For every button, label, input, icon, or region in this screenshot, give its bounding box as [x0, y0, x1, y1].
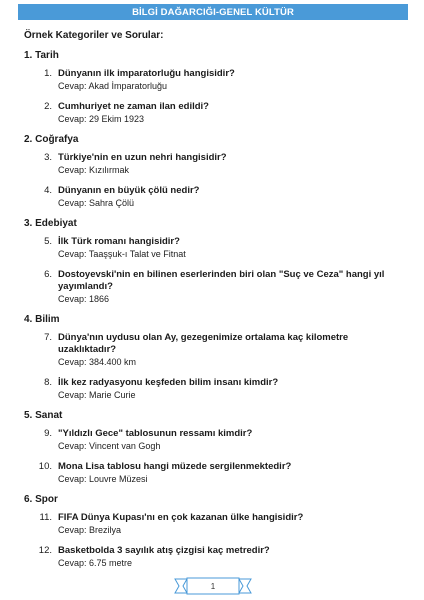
question-body: [58, 332, 404, 368]
section: [24, 134, 404, 209]
header-bar: [18, 4, 408, 20]
question-text: Dünya'nın uydusu olan Ay, gezegenimize ortalama kaç kilometre uzaklıktadır?: [58, 332, 349, 355]
section: [24, 218, 404, 305]
question-text: İlk Türk romanı hangisidir?: [58, 236, 180, 247]
question-text: Dünyanın en büyük çölü nedir?: [58, 185, 200, 196]
question-item: [32, 101, 404, 125]
question-number: 9.: [44, 428, 52, 439]
question-body: [58, 236, 404, 260]
question-number: 10.: [38, 461, 52, 472]
question-body: [58, 512, 404, 536]
question-body: [58, 428, 404, 452]
document-content: [24, 30, 404, 578]
question-body: [58, 269, 404, 305]
question-number: 3.: [44, 152, 52, 163]
question-number: 8.: [44, 377, 52, 388]
section: [24, 50, 404, 125]
section-title: 1. Tarih: [24, 50, 59, 61]
answer-text: Cevap: Louvre Müzesi: [58, 474, 148, 484]
question-body: [58, 545, 404, 569]
answer-text: Cevap: Marie Curie: [58, 390, 136, 400]
answer-text: Cevap: Sahra Çölü: [58, 198, 135, 208]
question-number: 6.: [44, 269, 52, 280]
section-title: 2. Coğrafya: [24, 134, 79, 145]
section: [24, 410, 404, 485]
question-item: [32, 152, 404, 176]
question-item: [32, 68, 404, 92]
question-text: Basketbolda 3 sayılık atış çizgisi kaç metredir?: [58, 545, 270, 556]
question-text: Dostoyevski'nin en bilinen eserlerinden biri olan "Suç ve Ceza" hangi yıl yayımlandı?: [58, 269, 385, 292]
answer-text: Cevap: Kızılırmak: [58, 165, 130, 175]
question-body: [58, 101, 404, 125]
question-text: Dünyanın ilk imparatorluğu hangisidir?: [58, 68, 235, 79]
answer-text: Cevap: Brezilya: [58, 525, 122, 535]
question-text: Cumhuriyet ne zaman ilan edildi?: [58, 101, 209, 112]
sections-list: [24, 50, 404, 569]
section-title: 4. Bilim: [24, 314, 60, 325]
section-title: 5. Sanat: [24, 410, 63, 421]
answer-text: Cevap: Akad İmparatorluğu: [58, 81, 168, 91]
question-text: Türkiye'nin en uzun nehri hangisidir?: [58, 152, 227, 163]
question-text: FIFA Dünya Kupası'nı en çok kazanan ülke hangisidir?: [58, 512, 304, 523]
page-number: 1: [210, 581, 216, 591]
question-number: 7.: [44, 332, 52, 343]
answer-text: Cevap: 384.400 km: [58, 357, 137, 367]
question-text: İlk kez radyasyonu keşfeden bilim insanı kimdir?: [58, 377, 279, 388]
answer-text: Cevap: 6.75 metre: [58, 558, 133, 568]
question-item: [32, 512, 404, 536]
question-item: [32, 545, 404, 569]
question-body: [58, 68, 404, 92]
header-title: BİLGİ DAĞARCIĞI-GENEL KÜLTÜR: [132, 6, 294, 18]
section: [24, 494, 404, 569]
question-text: Mona Lisa tablosu hangi müzede sergilenmektedir?: [58, 461, 292, 472]
question-number: 1.: [44, 68, 52, 79]
intro-heading: Örnek Kategoriler ve Sorular:: [24, 30, 164, 41]
answer-text: Cevap: Taaşşuk-ı Talat ve Fitnat: [58, 249, 186, 259]
page-number-ribbon: [173, 577, 253, 595]
section: [24, 314, 404, 401]
question-number: 5.: [44, 236, 52, 247]
question-number: 12.: [38, 545, 52, 556]
question-body: [58, 377, 404, 401]
question-body: [58, 461, 404, 485]
question-number: 11.: [39, 512, 52, 523]
section-title: 6. Spor: [24, 494, 58, 505]
question-item: [32, 428, 404, 452]
question-item: [32, 185, 404, 209]
question-body: [58, 185, 404, 209]
question-item: [32, 377, 404, 401]
question-number: 2.: [44, 101, 52, 112]
question-item: [32, 332, 404, 368]
question-item: [32, 461, 404, 485]
question-number: 4.: [44, 185, 52, 196]
question-item: [32, 236, 404, 260]
answer-text: Cevap: 29 Ekim 1923: [58, 114, 145, 124]
answer-text: Cevap: Vincent van Gogh: [58, 441, 161, 451]
question-item: [32, 269, 404, 305]
answer-text: Cevap: 1866: [58, 294, 110, 304]
question-text: "Yıldızlı Gece" tablosunun ressamı kimdir?: [58, 428, 253, 439]
question-body: [58, 152, 404, 176]
section-title: 3. Edebiyat: [24, 218, 77, 229]
